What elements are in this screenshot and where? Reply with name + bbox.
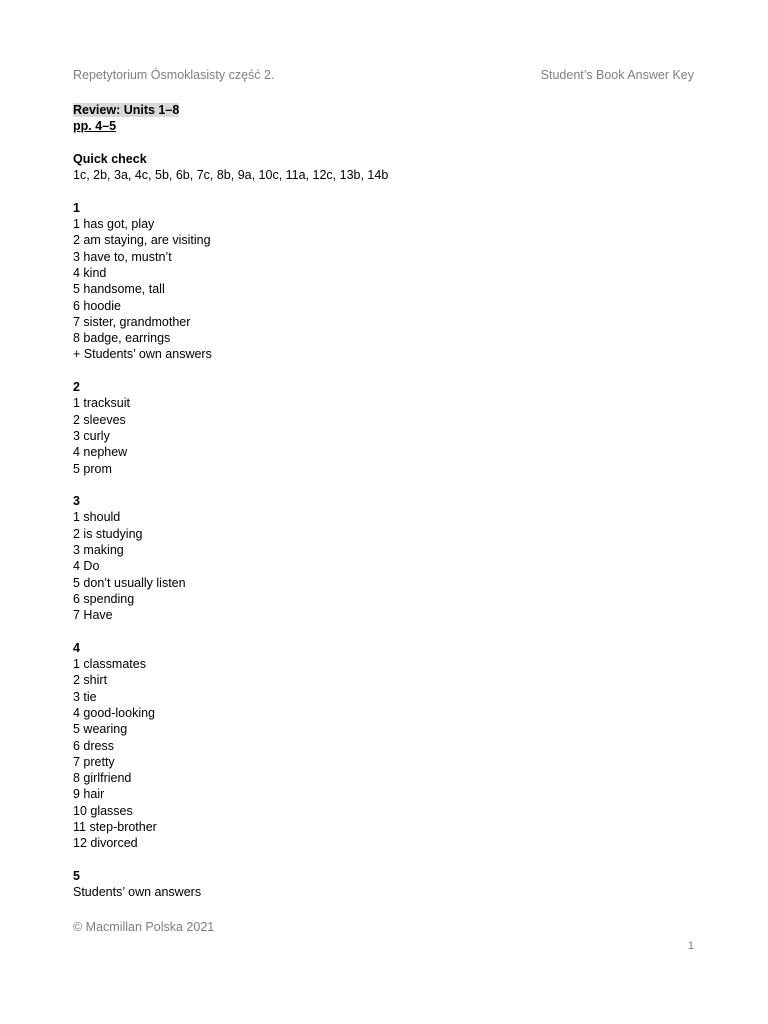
answer-item: 5 handsome, tall [73,282,165,297]
answer-item: 3 making [73,543,124,558]
header-answer-key-label: Student’s Book Answer Key [540,68,694,82]
answer-item: 9 hair [73,787,105,802]
exercise-sections [73,183,693,900]
answer-item: 5 wearing [73,722,128,737]
exercise-number: 5 [73,868,80,883]
answer-item: 4 good-looking [73,705,156,720]
header-title: Repetytorium Ósmoklasisty część 2. [73,68,275,82]
answer-item: 4 kind [73,265,107,280]
answer-item: 4 nephew [73,445,128,460]
exercise-number: 2 [73,380,80,395]
answer-item: 7 pretty [73,754,115,769]
answer-item: 2 sleeves [73,412,126,427]
page-number: 1 [687,940,694,952]
answer-item: 1 should [73,510,121,525]
answer-item: 7 sister, grandmother [73,314,191,329]
answer-item: 6 spending [73,591,135,606]
answer-item: Students’ own answers [73,885,202,900]
exercise-number: 4 [73,640,80,655]
answer-item: 3 tie [73,689,97,704]
quick-check-heading: Quick check [73,151,147,166]
answer-item: 5 don’t usually listen [73,575,186,590]
answer-item: 1 tracksuit [73,396,130,411]
spacer [73,852,693,868]
review-pages-line [73,118,693,134]
exercise-number: 3 [73,494,80,509]
answer-item: 11 step-brother [73,820,157,835]
answer-item: 3 curly [73,428,110,443]
review-title-line [73,102,693,118]
answer-item: 12 divorced [73,836,138,851]
answer-item: 2 am staying, are visiting [73,233,211,248]
answer-item: 8 badge, earrings [73,331,171,346]
answer-item: 2 shirt [73,673,108,688]
answer-item: 3 have to, mustn’t [73,249,172,264]
answer-item: 8 girlfriend [73,771,132,786]
spacer [73,477,693,493]
review-pages: pp. 4–5 [73,119,117,134]
answer-item: 2 is studying [73,526,143,541]
review-title: Review: Units 1–8 [73,103,180,117]
spacer [73,183,693,199]
answer-item: 10 glasses [73,803,133,818]
answer-item: 1 classmates [73,657,146,672]
answer-item: 6 hoodie [73,298,121,313]
answer-item: 4 Do [73,559,100,574]
spacer [73,624,693,640]
answer-item: 7 Have [73,608,113,623]
spacer [73,363,693,379]
footer-copyright: © Macmillan Polska 2021 [73,920,215,934]
spacer [73,135,693,151]
answer-item: 5 prom [73,461,112,476]
answer-item: 6 dress [73,738,114,753]
quick-check-answers: 1c, 2b, 3a, 4c, 5b, 6b, 7c, 8b, 9a, 10c, 11a, 12c, 13b, 14b [73,168,389,183]
exercise-number: 1 [73,200,80,215]
answer-item: + Students’ own answers [73,347,212,362]
answer-key-content [73,102,693,901]
answer-item: 1 has got, play [73,217,155,232]
